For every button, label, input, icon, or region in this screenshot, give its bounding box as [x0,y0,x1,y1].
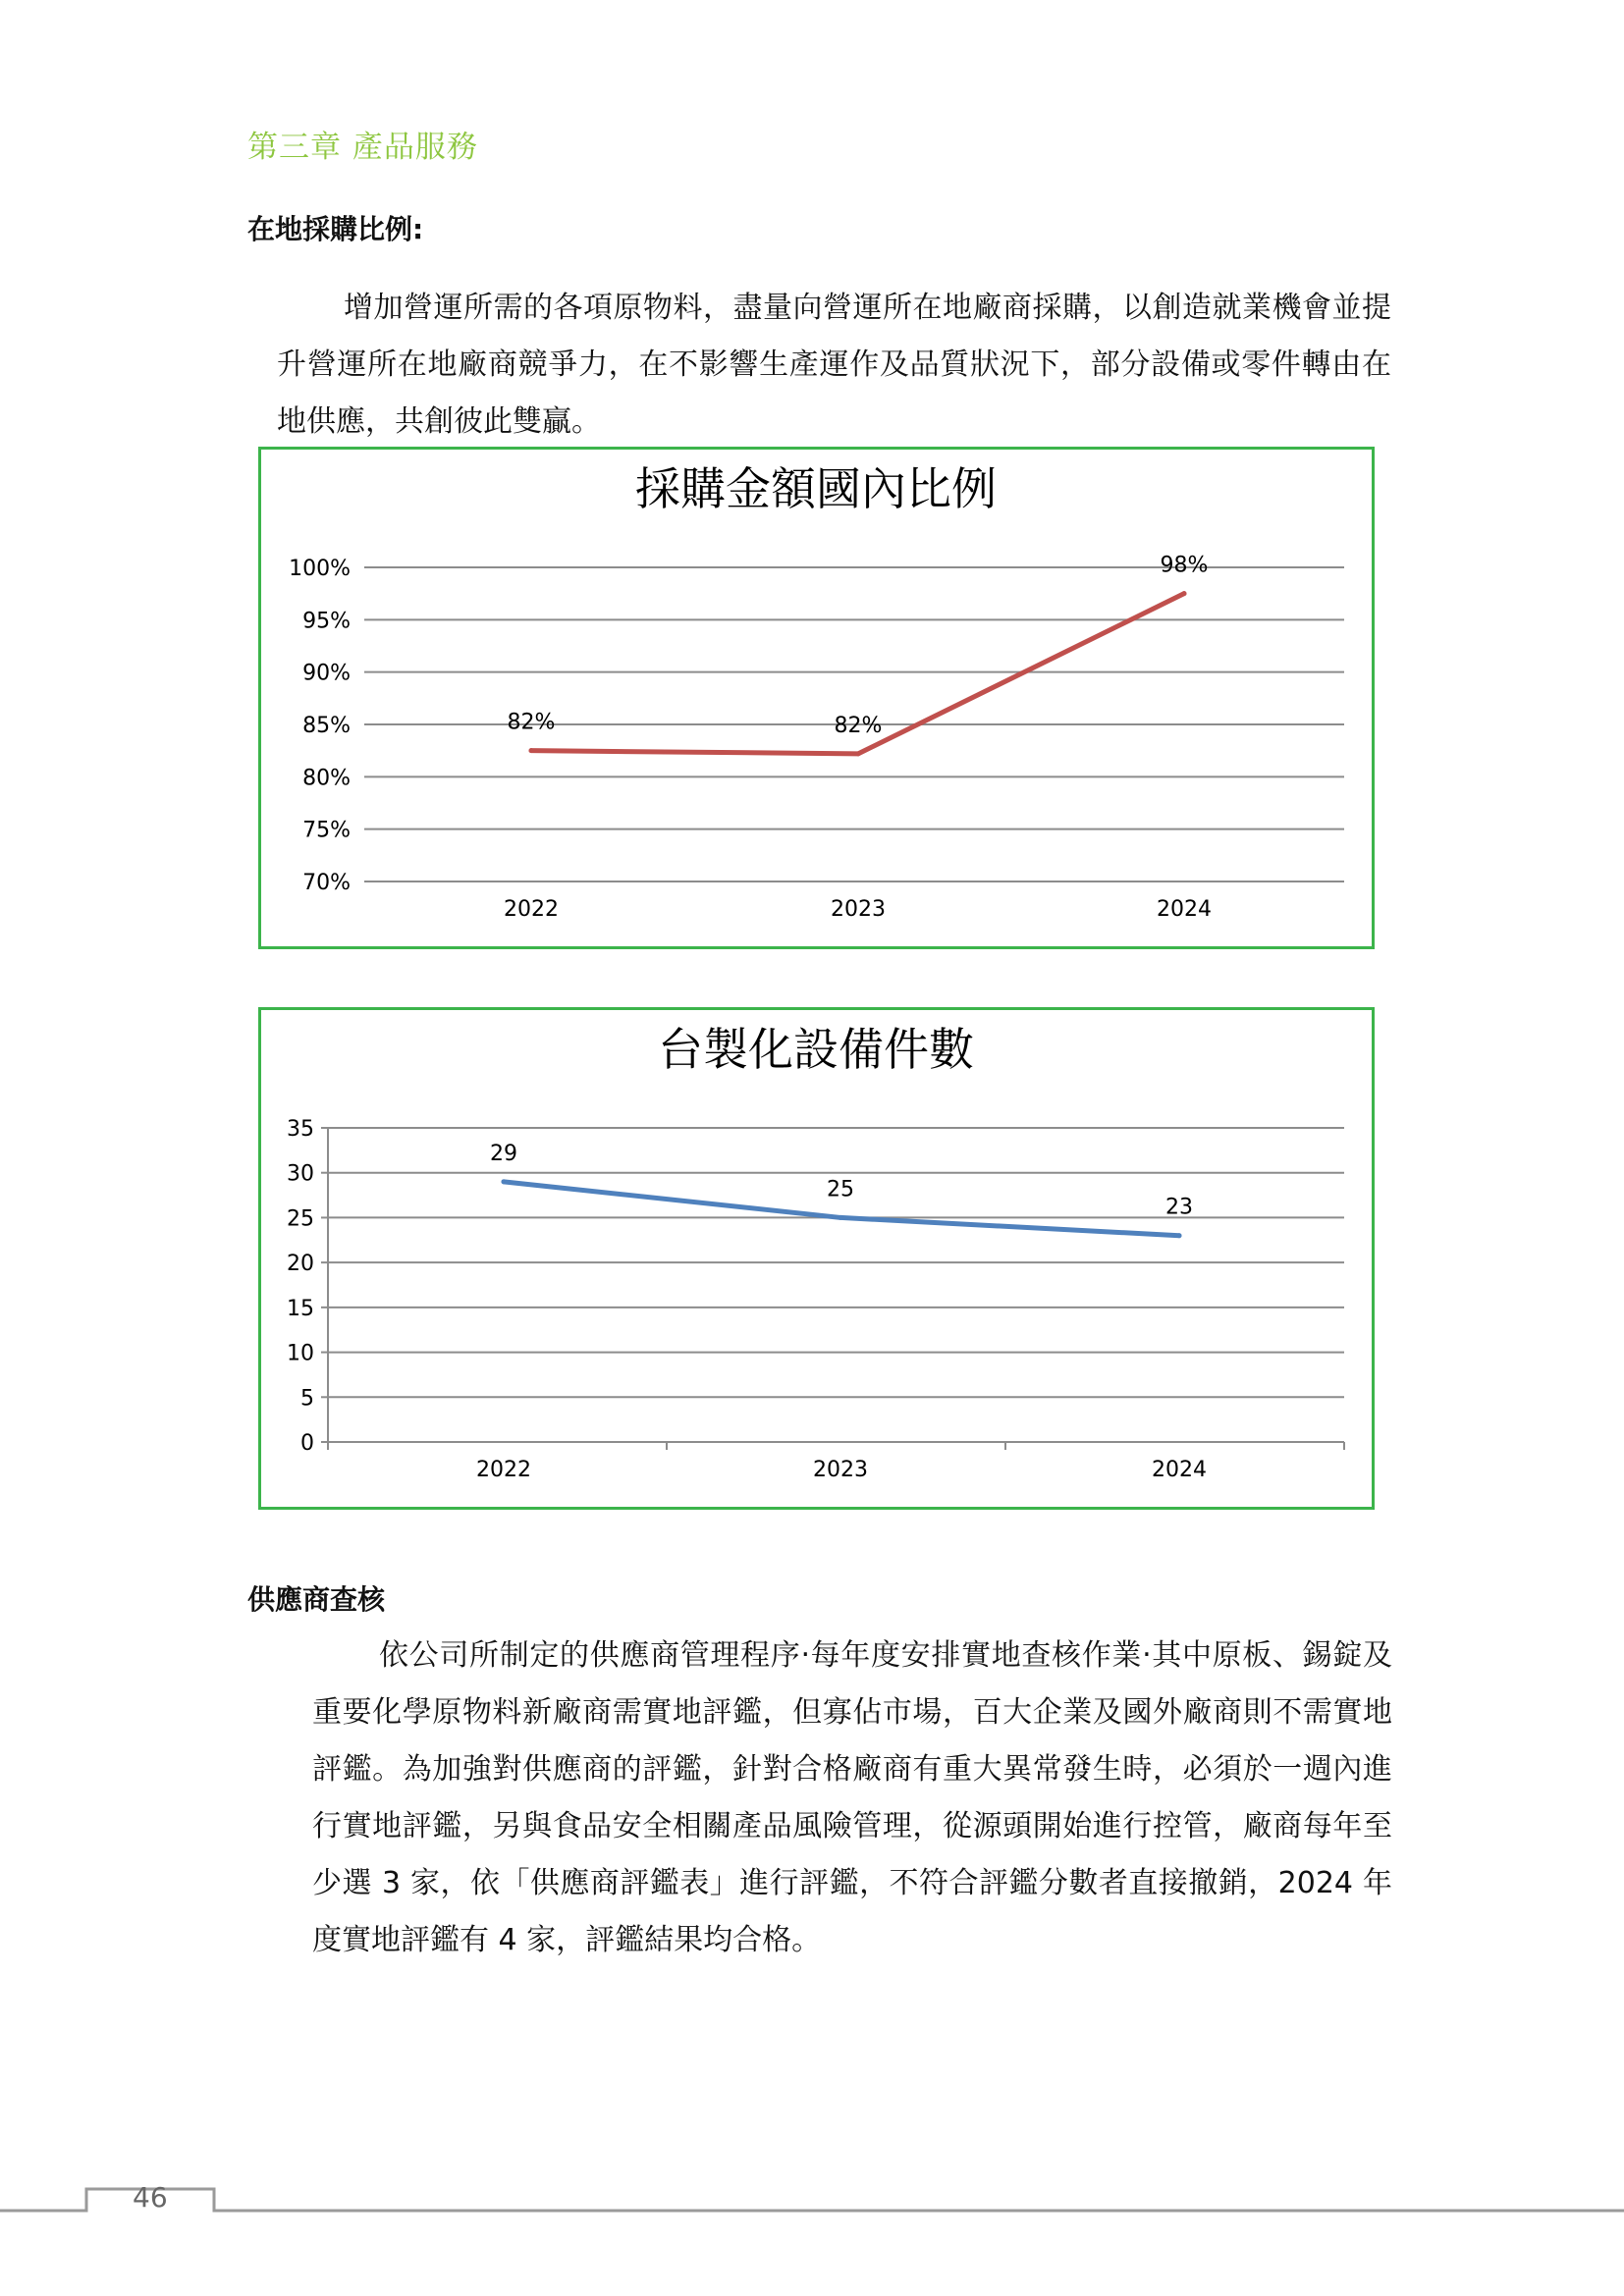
y-tick-label: 0 [300,1431,314,1456]
y-tick-label: 20 [287,1252,314,1277]
data-point [502,1179,507,1184]
y-tick-label: 95% [302,609,351,634]
x-tick-label: 2023 [831,897,886,922]
section-heading-supplier-audit: 供應商查核 [247,1583,386,1616]
data-label: 98% [1160,553,1209,578]
chart-title: 台製化設備件數 [658,1023,974,1076]
y-tick-label: 75% [302,818,351,843]
y-tick-label: 25 [287,1206,314,1232]
x-tick-label: 2023 [813,1458,868,1482]
y-tick-label: 80% [302,766,351,791]
data-label: 23 [1165,1195,1193,1220]
chapter-title: 第三章 產品服務 [247,130,478,165]
x-tick-label: 2022 [476,1458,531,1482]
y-tick-label: 90% [302,661,351,686]
y-tick-label: 15 [287,1296,314,1321]
data-label: 82% [834,713,883,738]
chart-domestic-procurement-ratio [258,447,1375,949]
data-point [839,1215,843,1220]
y-tick-label: 100% [289,557,351,581]
y-tick-label: 30 [287,1161,314,1187]
x-tick-label: 2022 [504,897,559,922]
data-label: 82% [507,710,556,735]
y-tick-label: 10 [287,1341,314,1366]
y-tick-label: 85% [302,714,351,738]
data-point [1182,591,1187,596]
y-tick-label: 35 [287,1117,314,1142]
data-point [529,748,534,753]
x-tick-label: 2024 [1152,1458,1207,1482]
chart-domestic-procurement-svg [261,450,1372,946]
page-number: 46 [133,2181,168,2214]
section-heading-local-procurement: 在地採購比例: [247,213,424,245]
data-label: 29 [490,1141,517,1166]
y-tick-label: 70% [302,871,351,895]
chart-title: 採購金額國內比例 [635,462,997,515]
y-tick-label: 5 [300,1386,314,1412]
data-label: 25 [827,1177,854,1202]
chart-taiwan-made-equipment [258,1007,1375,1510]
data-point [1177,1233,1182,1238]
data-point [856,751,861,756]
x-tick-label: 2024 [1157,897,1212,922]
chart-taiwan-made-equipment-svg [261,1010,1372,1507]
paragraph-supplier-audit: 依公司所制定的供應商管理程序‧每年度安排實地查核作業‧其中原板、錫錠及重要化學原物料新廠商需實地評鑑，但寡佔市場，百大企業及國外廠商則不需實地評鑑。為加強對供應商的評鑑，針對合格廠商有重大異常發生時，必須於一週內進行實地評鑑，另與食品安全相關產品風險管理，從源頭開始進行控管，廠商每年至少選 3 家，依「供應商評鑑表」進行評鑑，不符合評鑑分數者直接撤銷，2024 年度實地評鑑有 4 家，評鑑結果均合格。 [312,1638,1392,1957]
footer-line [0,2167,1624,2226]
paragraph-local-procurement: 增加營運所需的各項原物料，盡量向營運所在地廠商採購，以創造就業機會並提升營運所在地廠商競爭力，在不影響生產運作及品質狀況下，部分設備或零件轉由在地供應，共創彼此雙贏。 [277,291,1391,439]
